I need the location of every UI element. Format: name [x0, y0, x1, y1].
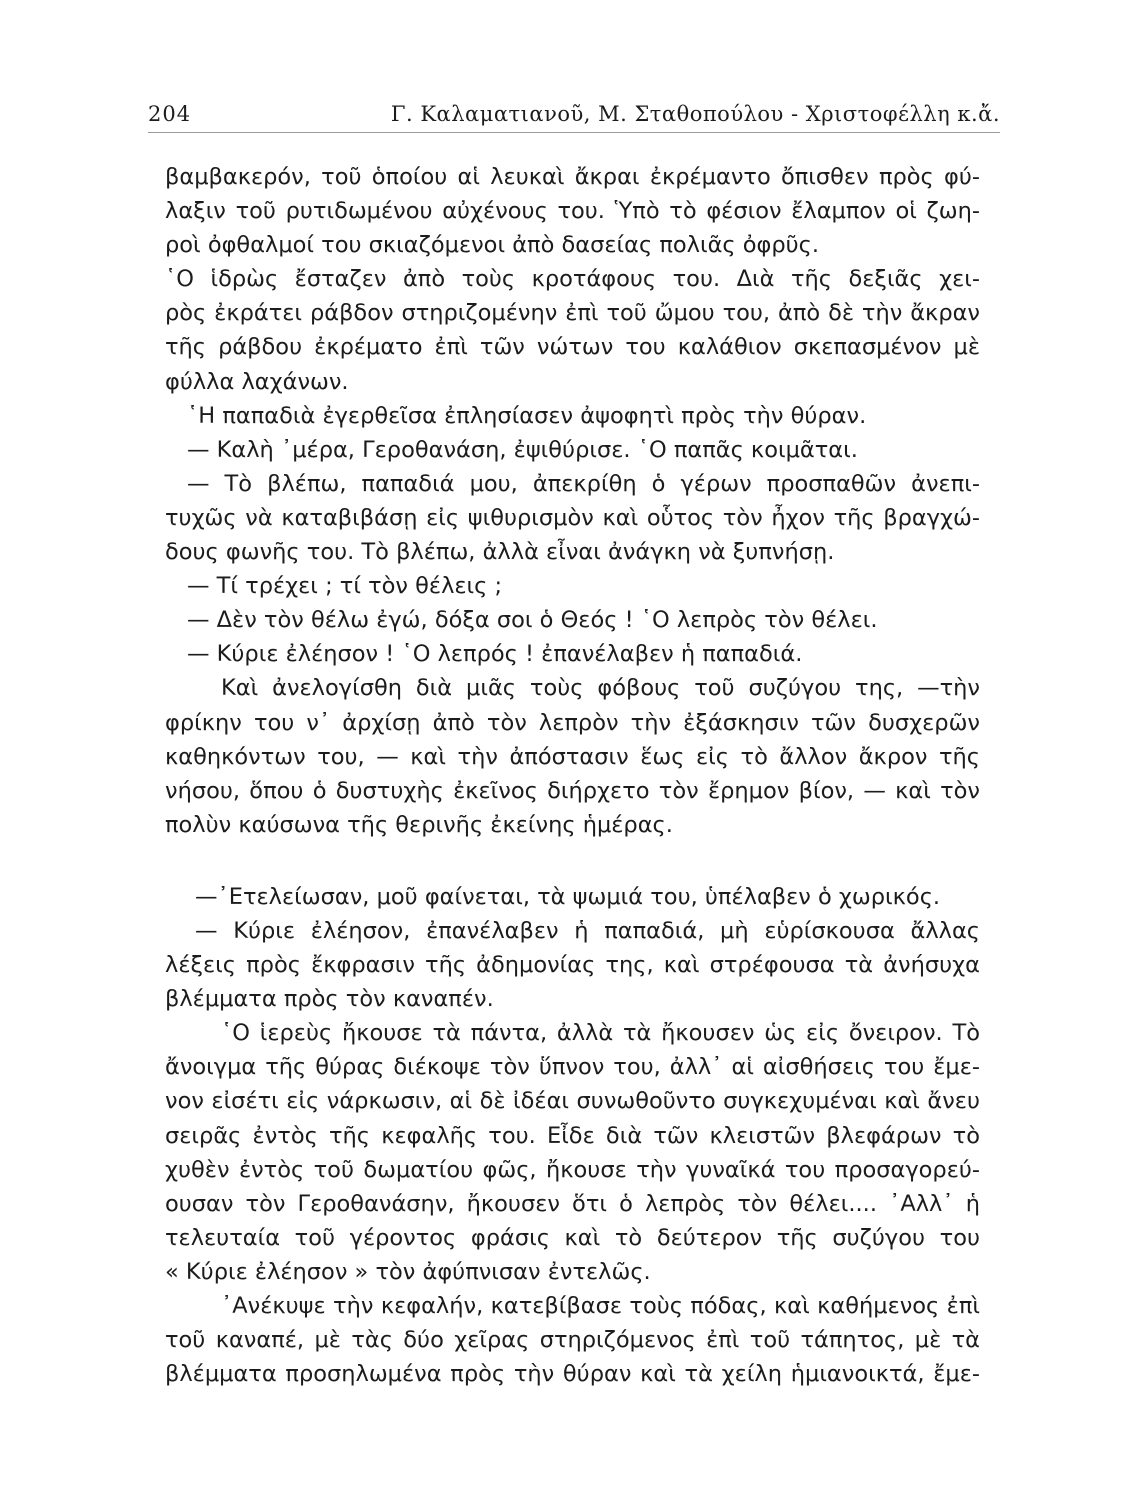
text-line: ρὸς ἐκράτει ράβδον στηριζομένην ἐπὶ τοῦ ὤμου του, ἀπὸ δὲ τὴν ἄκραν [165, 300, 980, 327]
text-line: — Τὸ βλέπω, παπαδιά μου, ἀπεκρίθη ὁ γέρων προσπαθῶν ἀνεπι- [187, 470, 980, 497]
text-line: νον εἰσέτι εἰς νάρκωσιν, αἱ δὲ ἰδέαι συνωθοῦντο συγκεχυμέναι καὶ ἄνευ [165, 1088, 980, 1115]
text-line: βλέμματα προσηλωμένα πρὸς τὴν θύραν καὶ τὰ χείλη ἡμιανοικτά, ἔμε- [165, 1361, 980, 1388]
text-line: —᾿Ετελείωσαν, μοῦ φαίνεται, τὰ ψωμιά του, ὑπέλαβεν ὁ χωρικός. [195, 883, 941, 910]
text-line: ᾿Ανέκυψε τὴν κεφαλήν, κατεβίβασε τοὺς πόδας, καὶ καθήμενος ἐπὶ [221, 1293, 980, 1319]
text-line: χυθὲν ἐντὸς τοῦ δωματίου φῶς, ἤκουσε τὴν γυναῖκά του προσαγορεύ- [165, 1156, 980, 1183]
text-line: ῾Η παπαδιὰ ἐγερθεῖσα ἐπλησίασεν ἀψοφητὶ πρὸς τὴν θύραν. [187, 402, 867, 429]
text-line: φρίκην του ν᾿ ἀρχίσῃ ἀπὸ τὸν λεπρὸν τὴν ἐξάσκησιν τῶν δυσχερῶν [165, 709, 980, 736]
text-line: πολὺν καύσωνα τῆς θερινῆς ἐκείνης ἡμέρας. [165, 811, 673, 838]
text-line: βαμβακερόν, τοῦ ὁποίου αἱ λευκαὶ ἄκραι ἐκρέμαντο ὄπισθεν πρὸς φύ- [165, 164, 980, 190]
text-line: Καὶ ἀνελογίσθη διὰ μιᾶς τοὺς φόβους τοῦ συζύγου της, —τὴν [221, 675, 980, 702]
text-line: ῾Ο ἱερεὺς ἤκουσε τὰ πάντα, ἀλλὰ τὰ ἤκουσεν ὡς εἰς ὄνειρον. Τὸ [221, 1020, 980, 1047]
body-text [165, 160, 980, 1391]
text-line: ροὶ ὀφθαλμοί του σκιαζόμενοι ἀπὸ δασείας πολιᾶς ὀφρῦς. [165, 232, 820, 259]
page-number: 204 [148, 102, 192, 126]
text-line: — Δὲν τὸν θέλω ἐγώ, δόξα σοι ὁ Θεός ! ῾Ο λεπρὸς τὸν θέλει. [187, 607, 878, 634]
text-line: λέξεις πρὸς ἔκφρασιν τῆς ἀδημονίας της, καὶ στρέφουσα τὰ ἀνήσυχα [165, 952, 980, 979]
page-header [148, 96, 1000, 133]
text-line: τῆς ράβδου ἐκρέματο ἐπὶ τῶν νώτων του καλάθιον σκεπασμένον μὲ [165, 334, 980, 361]
text-line: δους φωνῆς του. Τὸ βλέπω, ἀλλὰ εἶναι ἀνάγκη νὰ ξυπνήσῃ. [165, 539, 835, 566]
text-line: λαξιν τοῦ ρυτιδωμένου αὐχένους του. Ὑπὸ τὸ φέσιον ἔλαμπον οἱ ζωη- [165, 198, 980, 225]
section-gap [165, 842, 980, 880]
text-line: σειρᾶς ἐντὸς τῆς κεφαλῆς του. Εἶδε διὰ τῶν κλειστῶν βλεφάρων τὸ [165, 1122, 980, 1149]
text-line: — Καλὴ ᾿μέρα, Γεροθανάση, ἐψιθύρισε. ῾Ο παπᾶς κοιμᾶται. [187, 436, 858, 463]
paragraph-block-1 [165, 160, 980, 842]
text-line: — Κύριε ἐλέησον, ἐπανέλαβεν ἡ παπαδιά, μὴ εὑρίσκουσα ἄλλας [195, 917, 980, 944]
text-line: νήσου, ὅπου ὁ δυστυχὴς ἐκεῖνος διήρχετο τὸν ἔρημον βίον, — καὶ τὸν [165, 777, 980, 804]
text-line: τυχῶς νὰ καταβιβάσῃ εἰς ψιθυρισμὸν καὶ οὗτος τὸν ἦχον τῆς βραγχώ- [165, 504, 980, 531]
text-line: ῾Ο ἱδρὼς ἔσταζεν ἀπὸ τοὺς κροτάφους του. Διὰ τῆς δεξιᾶς χει- [165, 266, 980, 293]
text-line: φύλλα λαχάνων. [165, 368, 349, 395]
text-line: ουσαν τὸν Γεροθανάσην, ἤκουσεν ὅτι ὁ λεπρὸς τὸν θέλει.... ᾿Αλλ᾿ ἡ [165, 1190, 980, 1217]
text-line: — Κύριε ἐλέησον ! ῾Ο λεπρός ! ἐπανέλαβεν ἡ παπαδιά. [187, 641, 803, 668]
running-head: Γ. Καλαματιανοῦ, Μ. Σταθοπούλου - Χριστοφέλλη κ.ἄ. [390, 102, 1000, 126]
text-line: βλέμματα πρὸς τὸν καναπέν. [165, 986, 494, 1013]
text-line: καθηκόντων του, — καὶ τὴν ἀπόστασιν ἕως εἰς τὸ ἄλλον ἄκρον τῆς [165, 743, 980, 770]
text-line: τελευταία τοῦ γέροντος φράσις καὶ τὸ δεύτερον τῆς συζύγου του [165, 1224, 980, 1251]
text-line: τοῦ καναπέ, μὲ τὰς δύο χεῖρας στηριζόμενος ἐπὶ τοῦ τάπητος, μὲ τὰ [165, 1327, 980, 1354]
text-line: — Τί τρέχει ; τί τὸν θέλεις ; [187, 573, 503, 600]
text-line: ἄνοιγμα τῆς θύρας διέκοψε τὸν ὕπνον του, ἀλλ᾿ αἱ αἰσθήσεις του ἔμε- [165, 1054, 980, 1081]
text-line: « Κύριε ἐλέησον » τὸν ἀφύπνισαν ἐντελῶς. [165, 1258, 651, 1285]
paragraph-block-2 [165, 880, 980, 1391]
